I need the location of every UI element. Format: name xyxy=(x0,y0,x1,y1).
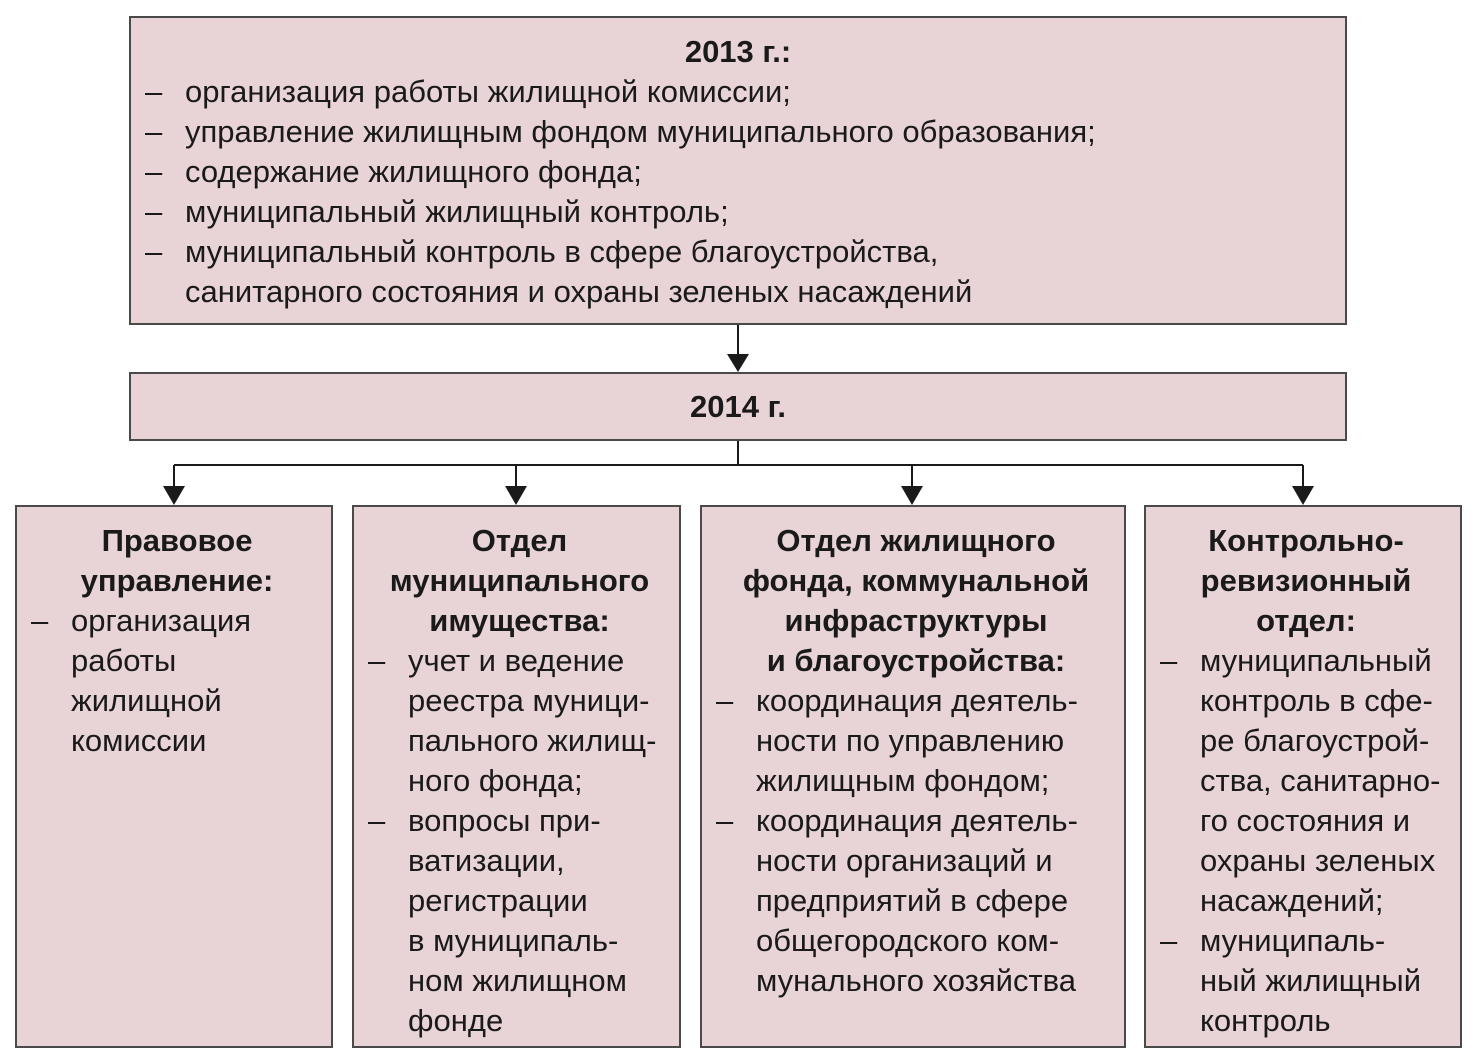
dept-item-line: насаждений; xyxy=(1200,883,1384,918)
bullet-dash: – xyxy=(1160,923,1178,958)
top-box-item xyxy=(145,72,1331,112)
dept-item-line: организация xyxy=(71,603,252,638)
bullet-dash: – xyxy=(145,194,163,229)
dept-item-line: координация деятель- xyxy=(756,803,1078,838)
arrow-to-dept2 xyxy=(505,486,527,505)
bullet-dash: – xyxy=(31,603,49,638)
dept-title xyxy=(368,521,671,641)
dept-title-line: Отдел xyxy=(471,523,568,558)
dept-item-line: контроль xyxy=(1200,1003,1331,1038)
dept-bullet-item xyxy=(31,601,323,761)
dept-item-line: реестра муници- xyxy=(408,683,650,718)
bullet-dash: – xyxy=(368,643,386,678)
dept-item-line: охраны зеленых xyxy=(1200,843,1436,878)
dept-item-line: го состояния и xyxy=(1200,803,1411,838)
top-box-item-text: содержание жилищного фонда; xyxy=(185,154,642,189)
dept-bullet-item xyxy=(1160,641,1452,921)
dept-item-line: ватизации, xyxy=(408,843,565,878)
dept-title-line: Отдел жилищного xyxy=(776,523,1056,558)
dept-title-line: отдел: xyxy=(1256,603,1356,638)
dept-item-line: ре благоустрой- xyxy=(1200,723,1430,758)
arrow-to-dept4 xyxy=(1292,486,1314,505)
dept-bullet-item xyxy=(716,681,1116,801)
dept-bullet-item xyxy=(368,801,671,1041)
dept-item-line: в муниципаль- xyxy=(408,923,619,958)
bullet-dash: – xyxy=(145,74,163,109)
top-box-item-text: организация работы жилищной комиссии; xyxy=(185,74,791,109)
dept-item-line: жилищной xyxy=(71,683,222,718)
dept-title-line: муниципального xyxy=(389,563,650,598)
top-box-item-text: управление жилищным фондом муниципального образования; xyxy=(185,114,1096,149)
arrow-to-2014 xyxy=(727,354,749,372)
dept-title-line: Контрольно- xyxy=(1208,523,1404,558)
dept-item-line: предприятий в сфере xyxy=(756,883,1069,918)
continuation-text: санитарного состояния и охраны зеленых насаждений xyxy=(185,274,973,309)
dept-item-line: учет и ведение xyxy=(408,643,625,678)
bullet-dash: – xyxy=(145,114,163,149)
top-box-continuation xyxy=(145,272,1331,312)
dept-content xyxy=(31,521,323,761)
dept-item-line: муниципальный xyxy=(1200,643,1432,678)
bullet-dash: – xyxy=(368,803,386,838)
dept-item-line: жилищным фондом; xyxy=(756,763,1050,798)
year-2013-heading: 2013 г.: xyxy=(684,34,792,69)
dept-item-line: регистрации xyxy=(408,883,588,918)
bullet-dash: – xyxy=(716,803,734,838)
dept-legal xyxy=(15,505,333,1048)
dept-item-line: координация деятель- xyxy=(756,683,1078,718)
bullet-dash: – xyxy=(145,234,163,269)
dept-item-line: комиссии xyxy=(71,723,207,758)
dept-title-line: фонда, коммунальной xyxy=(742,563,1090,598)
top-box-item-text: муниципальный контроль в сфере благоустройства, xyxy=(185,234,939,269)
dept-title-line: ревизионный xyxy=(1200,563,1412,598)
dept-bullet-item xyxy=(1160,921,1452,1041)
year-2014-heading: 2014 г. xyxy=(690,389,786,424)
dept-item-line: ности организаций и xyxy=(756,843,1053,878)
dept-control-audit xyxy=(1144,505,1462,1048)
dept-content xyxy=(1160,521,1452,1041)
dept-item-line: ства, санитарно- xyxy=(1200,763,1441,798)
dept-title-line: инфраструктуры xyxy=(784,603,1048,638)
top-box-list xyxy=(145,72,1331,272)
dept-title xyxy=(716,521,1116,681)
bullet-dash: – xyxy=(145,154,163,189)
dept-bullet-item xyxy=(716,801,1116,1001)
dept-item-line: вопросы при- xyxy=(408,803,601,838)
dept-title-line: и благоустройства: xyxy=(766,643,1066,678)
dept-content xyxy=(368,521,671,1041)
dept-item-line: ного фонда; xyxy=(408,763,583,798)
bullet-dash: – xyxy=(716,683,734,718)
arrow-to-dept1 xyxy=(163,486,185,505)
top-box-item xyxy=(145,112,1331,152)
dept-title-line: имущества: xyxy=(429,603,610,638)
dept-bullet-item xyxy=(368,641,671,801)
top-box-item xyxy=(145,232,1331,272)
dept-item-line: работы xyxy=(71,643,177,678)
dept-item-line: мунального хозяйства xyxy=(756,963,1077,998)
dept-item-line: муниципаль- xyxy=(1200,923,1386,958)
dept-housing-infrastructure xyxy=(700,505,1126,1048)
dept-item-line: пального жилищ- xyxy=(408,723,657,758)
dept-municipal-property xyxy=(352,505,681,1048)
dept-item-line: ности по управлению xyxy=(756,723,1065,758)
top-box-item xyxy=(145,152,1331,192)
dept-title-line: управление: xyxy=(80,563,274,598)
top-box-item xyxy=(145,192,1331,232)
bullet-dash: – xyxy=(1160,643,1178,678)
box-2013 xyxy=(129,16,1347,325)
box-2014 xyxy=(129,372,1347,441)
dept-item-line: ном жилищном xyxy=(408,963,627,998)
dept-title xyxy=(1160,521,1452,641)
top-box-item-text: муниципальный жилищный контроль; xyxy=(185,194,729,229)
dept-item-line: контроль в сфе- xyxy=(1200,683,1433,718)
dept-item-line: фонде xyxy=(408,1003,504,1038)
arrow-to-dept3 xyxy=(901,486,923,505)
dept-title-line: Правовое xyxy=(101,523,253,558)
dept-title xyxy=(31,521,323,601)
dept-item-line: ный жилищный xyxy=(1200,963,1422,998)
dept-content xyxy=(716,521,1116,1001)
dept-item-line: общегородского ком- xyxy=(756,923,1060,958)
